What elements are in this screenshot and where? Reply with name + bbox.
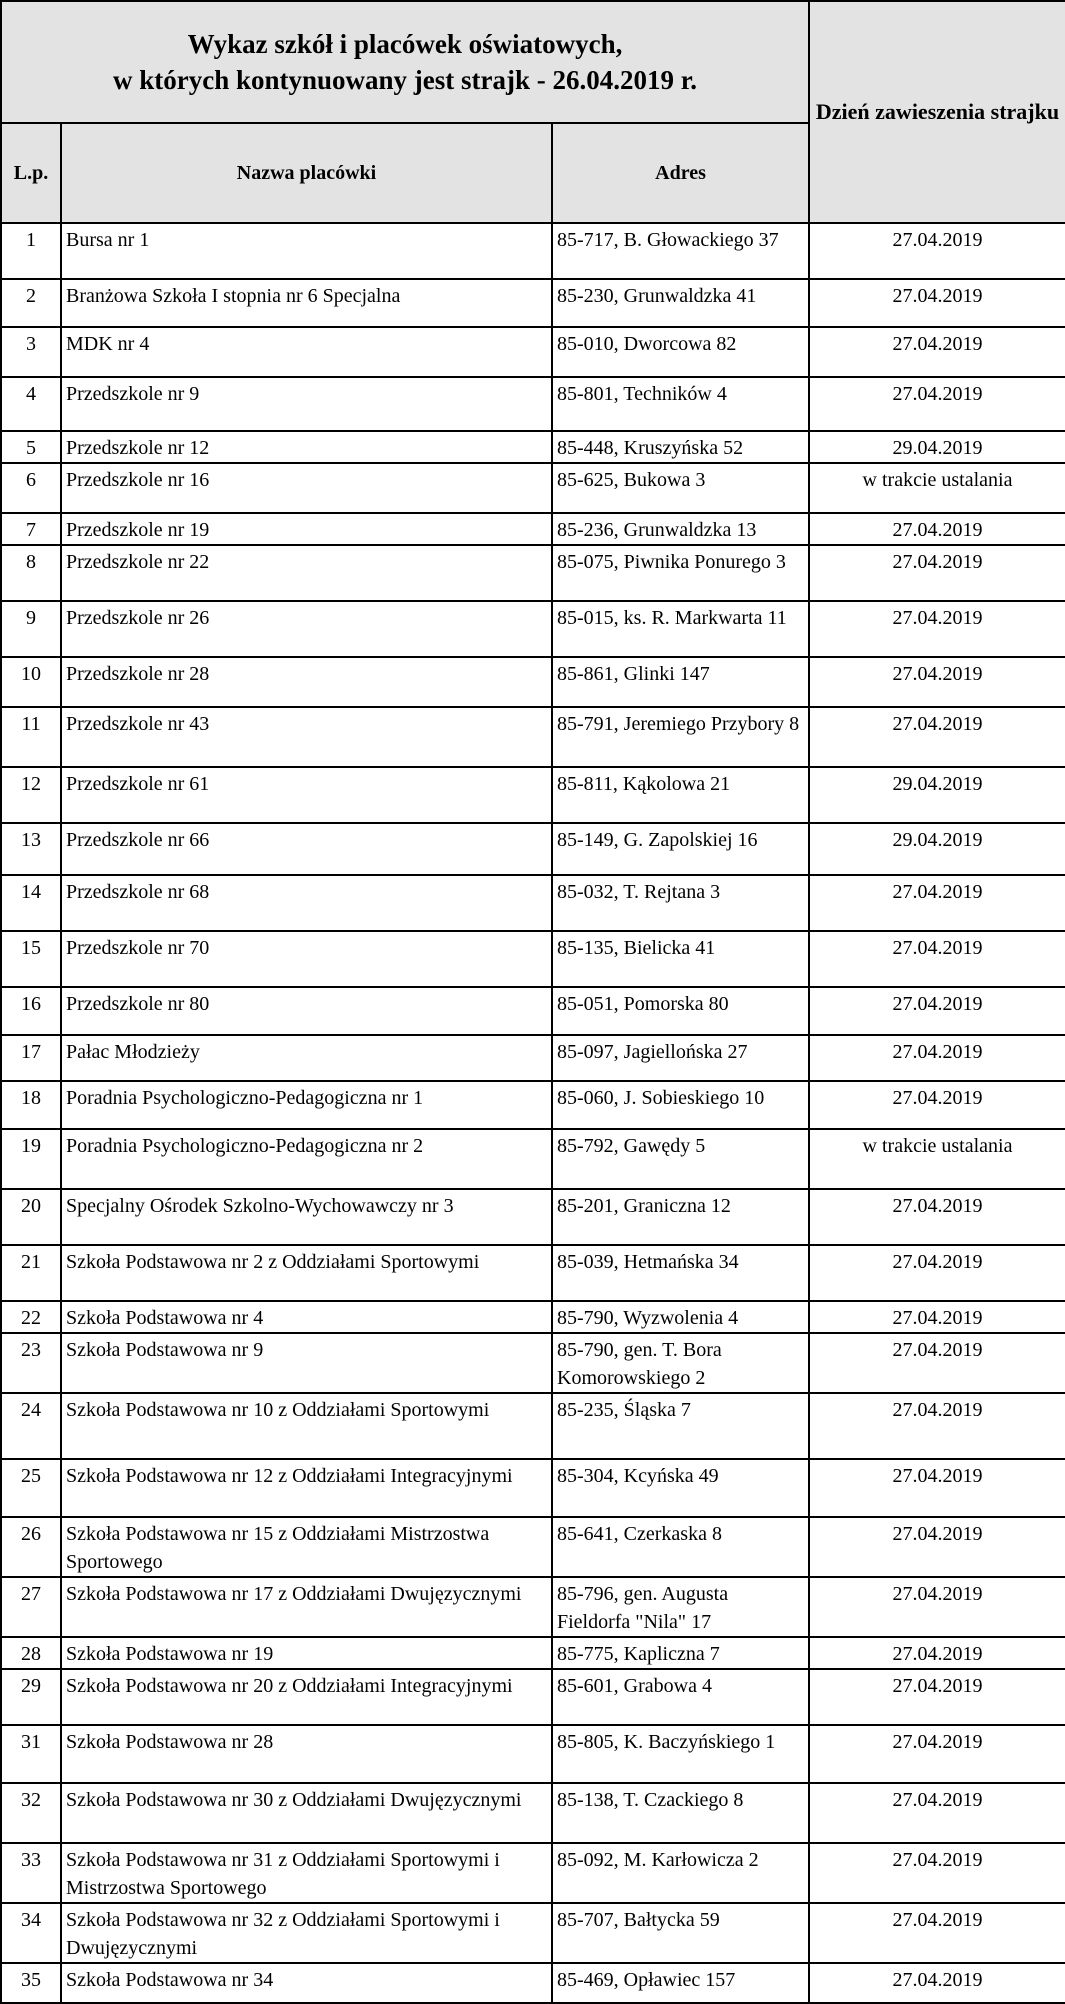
cell-name: Szkoła Podstawowa nr 30 z Oddziałami Dwujęzycznymi [61, 1783, 552, 1843]
table-row [1, 1459, 1065, 1517]
cell-name: Przedszkole nr 80 [61, 987, 552, 1035]
table-row [1, 601, 1065, 657]
cell-address: 85-717, B. Głowackiego 37 [552, 223, 809, 279]
cell-name: Szkoła Podstawowa nr 19 [61, 1637, 552, 1669]
cell-lp: 7 [1, 513, 61, 545]
cell-date: 27.04.2019 [809, 657, 1065, 707]
cell-date: 27.04.2019 [809, 875, 1065, 931]
cell-date: 27.04.2019 [809, 1333, 1065, 1393]
cell-date: 27.04.2019 [809, 513, 1065, 545]
cell-lp: 12 [1, 767, 61, 823]
cell-address: 85-135, Bielicka 41 [552, 931, 809, 987]
table-row [1, 1669, 1065, 1725]
cell-address: 85-010, Dworcowa 82 [552, 327, 809, 377]
cell-lp: 2 [1, 279, 61, 327]
cell-name: Szkoła Podstawowa nr 34 [61, 1963, 552, 2003]
cell-date: 27.04.2019 [809, 1577, 1065, 1637]
cell-address: 85-775, Kapliczna 7 [552, 1637, 809, 1669]
cell-name: Pałac Młodzieży [61, 1035, 552, 1081]
cell-lp: 15 [1, 931, 61, 987]
table-body [1, 223, 1065, 2003]
cell-date: 27.04.2019 [809, 1393, 1065, 1459]
cell-date: 27.04.2019 [809, 1301, 1065, 1333]
cell-date: 27.04.2019 [809, 327, 1065, 377]
cell-lp: 27 [1, 1577, 61, 1637]
cell-address: 85-032, T. Rejtana 3 [552, 875, 809, 931]
cell-address: 85-075, Piwnika Ponurego 3 [552, 545, 809, 601]
cell-name: Branżowa Szkoła I stopnia nr 6 Specjalna [61, 279, 552, 327]
cell-address: 85-790, gen. T. Bora Komorowskiego 2 [552, 1333, 809, 1393]
table-row [1, 545, 1065, 601]
cell-name: Przedszkole nr 12 [61, 431, 552, 463]
column-header-date: Dzień zawieszenia strajku [809, 1, 1065, 223]
cell-lp: 35 [1, 1963, 61, 2003]
cell-address: 85-060, J. Sobieskiego 10 [552, 1081, 809, 1129]
cell-name: Przedszkole nr 43 [61, 707, 552, 767]
cell-name: Przedszkole nr 16 [61, 463, 552, 513]
table-row [1, 1783, 1065, 1843]
cell-name: Szkoła Podstawowa nr 20 z Oddziałami Integracyjnymi [61, 1669, 552, 1725]
cell-name: Przedszkole nr 26 [61, 601, 552, 657]
table-row [1, 1333, 1065, 1393]
table-row [1, 987, 1065, 1035]
cell-lp: 9 [1, 601, 61, 657]
cell-name: Szkoła Podstawowa nr 15 z Oddziałami Mistrzostwa Sportowego [61, 1517, 552, 1577]
table-row [1, 377, 1065, 431]
cell-date: 27.04.2019 [809, 601, 1065, 657]
cell-name: Przedszkole nr 9 [61, 377, 552, 431]
cell-address: 85-304, Kcyńska 49 [552, 1459, 809, 1517]
cell-name: Szkoła Podstawowa nr 31 z Oddziałami Sportowymi i Mistrzostwa Sportowego [61, 1843, 552, 1903]
cell-date: 27.04.2019 [809, 377, 1065, 431]
cell-date: 27.04.2019 [809, 1963, 1065, 2003]
cell-lp: 18 [1, 1081, 61, 1129]
cell-date: 29.04.2019 [809, 431, 1065, 463]
cell-address: 85-039, Hetmańska 34 [552, 1245, 809, 1301]
cell-name: Szkoła Podstawowa nr 4 [61, 1301, 552, 1333]
cell-address: 85-138, T. Czackiego 8 [552, 1783, 809, 1843]
table-row [1, 1903, 1065, 1963]
cell-lp: 13 [1, 823, 61, 875]
cell-lp: 34 [1, 1903, 61, 1963]
table-row [1, 1393, 1065, 1459]
cell-lp: 26 [1, 1517, 61, 1577]
cell-lp: 16 [1, 987, 61, 1035]
title-line-1: Wykaz szkół i placówek oświatowych, [187, 29, 623, 59]
table-row [1, 823, 1065, 875]
cell-name: Szkoła Podstawowa nr 12 z Oddziałami Integracyjnymi [61, 1459, 552, 1517]
table-row [1, 327, 1065, 377]
table-row [1, 1081, 1065, 1129]
table-row [1, 1843, 1065, 1903]
table-row [1, 1963, 1065, 2003]
cell-date: 27.04.2019 [809, 1459, 1065, 1517]
cell-lp: 3 [1, 327, 61, 377]
table-row [1, 1189, 1065, 1245]
cell-date: w trakcie ustalania [809, 1129, 1065, 1189]
cell-lp: 28 [1, 1637, 61, 1669]
cell-lp: 20 [1, 1189, 61, 1245]
cell-lp: 29 [1, 1669, 61, 1725]
table-row [1, 1035, 1065, 1081]
table-row [1, 1129, 1065, 1189]
cell-date: 27.04.2019 [809, 1517, 1065, 1577]
cell-address: 85-230, Grunwaldzka 41 [552, 279, 809, 327]
table-row [1, 931, 1065, 987]
cell-date: 27.04.2019 [809, 1637, 1065, 1669]
cell-name: Szkoła Podstawowa nr 9 [61, 1333, 552, 1393]
cell-lp: 8 [1, 545, 61, 601]
cell-name: Przedszkole nr 19 [61, 513, 552, 545]
cell-name: Specjalny Ośrodek Szkolno-Wychowawczy nr 3 [61, 1189, 552, 1245]
cell-lp: 6 [1, 463, 61, 513]
cell-lp: 33 [1, 1843, 61, 1903]
column-header-name: Nazwa placówki [61, 123, 552, 223]
cell-name: Przedszkole nr 61 [61, 767, 552, 823]
cell-date: 27.04.2019 [809, 545, 1065, 601]
cell-date: 27.04.2019 [809, 1725, 1065, 1783]
cell-name: Przedszkole nr 70 [61, 931, 552, 987]
table-row [1, 1577, 1065, 1637]
cell-lp: 32 [1, 1783, 61, 1843]
cell-address: 85-051, Pomorska 80 [552, 987, 809, 1035]
cell-date: 27.04.2019 [809, 1081, 1065, 1129]
cell-name: Szkoła Podstawowa nr 2 z Oddziałami Sportowymi [61, 1245, 552, 1301]
table-row [1, 1301, 1065, 1333]
table-row [1, 1725, 1065, 1783]
cell-address: 85-625, Bukowa 3 [552, 463, 809, 513]
cell-date: 27.04.2019 [809, 1245, 1065, 1301]
table-row [1, 279, 1065, 327]
cell-lp: 24 [1, 1393, 61, 1459]
table-row [1, 1245, 1065, 1301]
cell-lp: 10 [1, 657, 61, 707]
cell-address: 85-811, Kąkolowa 21 [552, 767, 809, 823]
cell-lp: 17 [1, 1035, 61, 1081]
cell-date: 29.04.2019 [809, 767, 1065, 823]
cell-address: 85-236, Grunwaldzka 13 [552, 513, 809, 545]
table-row [1, 1517, 1065, 1577]
cell-address: 85-201, Graniczna 12 [552, 1189, 809, 1245]
cell-date: 27.04.2019 [809, 1783, 1065, 1843]
cell-date: 27.04.2019 [809, 279, 1065, 327]
cell-date: 27.04.2019 [809, 707, 1065, 767]
cell-lp: 22 [1, 1301, 61, 1333]
cell-date: 27.04.2019 [809, 1035, 1065, 1081]
cell-address: 85-861, Glinki 147 [552, 657, 809, 707]
cell-address: 85-235, Śląska 7 [552, 1393, 809, 1459]
cell-address: 85-791, Jeremiego Przybory 8 [552, 707, 809, 767]
table-row [1, 513, 1065, 545]
cell-date: 27.04.2019 [809, 223, 1065, 279]
cell-name: Przedszkole nr 68 [61, 875, 552, 931]
cell-name: Bursa nr 1 [61, 223, 552, 279]
cell-lp: 4 [1, 377, 61, 431]
cell-date: 29.04.2019 [809, 823, 1065, 875]
cell-name: Przedszkole nr 66 [61, 823, 552, 875]
cell-address: 85-641, Czerkaska 8 [552, 1517, 809, 1577]
table-row [1, 707, 1065, 767]
cell-name: Przedszkole nr 28 [61, 657, 552, 707]
cell-name: Szkoła Podstawowa nr 10 z Oddziałami Sportowymi [61, 1393, 552, 1459]
cell-date: 27.04.2019 [809, 1189, 1065, 1245]
cell-date: 27.04.2019 [809, 987, 1065, 1035]
table-row [1, 223, 1065, 279]
cell-lp: 14 [1, 875, 61, 931]
cell-address: 85-707, Bałtycka 59 [552, 1903, 809, 1963]
cell-name: Przedszkole nr 22 [61, 545, 552, 601]
cell-date: 27.04.2019 [809, 1669, 1065, 1725]
title-line-2: w których kontynuowany jest strajk - 26.04.2019 r. [112, 65, 698, 95]
cell-date: 27.04.2019 [809, 1903, 1065, 1963]
cell-lp: 1 [1, 223, 61, 279]
cell-lp: 31 [1, 1725, 61, 1783]
cell-name: Poradnia Psychologiczno-Pedagogiczna nr 2 [61, 1129, 552, 1189]
table-row [1, 431, 1065, 463]
cell-address: 85-092, M. Karłowicza 2 [552, 1843, 809, 1903]
column-header-address: Adres [552, 123, 809, 223]
document-title [1, 1, 809, 123]
table-row [1, 767, 1065, 823]
cell-address: 85-448, Kruszyńska 52 [552, 431, 809, 463]
cell-address: 85-469, Opławiec 157 [552, 1963, 809, 2003]
cell-date: 27.04.2019 [809, 1843, 1065, 1903]
table-row [1, 1637, 1065, 1669]
column-header-lp: L.p. [1, 123, 61, 223]
cell-address: 85-097, Jagiellońska 27 [552, 1035, 809, 1081]
cell-address: 85-805, K. Baczyńskiego 1 [552, 1725, 809, 1783]
cell-lp: 21 [1, 1245, 61, 1301]
cell-address: 85-801, Techników 4 [552, 377, 809, 431]
cell-address: 85-601, Grabowa 4 [552, 1669, 809, 1725]
cell-name: MDK nr 4 [61, 327, 552, 377]
cell-address: 85-796, gen. Augusta Fieldorfa "Nila" 17 [552, 1577, 809, 1637]
cell-lp: 25 [1, 1459, 61, 1517]
cell-lp: 5 [1, 431, 61, 463]
cell-date: 27.04.2019 [809, 931, 1065, 987]
cell-lp: 19 [1, 1129, 61, 1189]
cell-address: 85-015, ks. R. Markwarta 11 [552, 601, 809, 657]
table-row [1, 875, 1065, 931]
table-row [1, 657, 1065, 707]
cell-address: 85-149, G. Zapolskiej 16 [552, 823, 809, 875]
cell-name: Szkoła Podstawowa nr 32 z Oddziałami Sportowymi i Dwujęzycznymi [61, 1903, 552, 1963]
cell-name: Poradnia Psychologiczno-Pedagogiczna nr 1 [61, 1081, 552, 1129]
cell-address: 85-790, Wyzwolenia 4 [552, 1301, 809, 1333]
cell-address: 85-792, Gawędy 5 [552, 1129, 809, 1189]
table-row [1, 463, 1065, 513]
cell-lp: 23 [1, 1333, 61, 1393]
cell-date: w trakcie ustalania [809, 463, 1065, 513]
cell-name: Szkoła Podstawowa nr 17 z Oddziałami Dwujęzycznymi [61, 1577, 552, 1637]
cell-lp: 11 [1, 707, 61, 767]
cell-name: Szkoła Podstawowa nr 28 [61, 1725, 552, 1783]
